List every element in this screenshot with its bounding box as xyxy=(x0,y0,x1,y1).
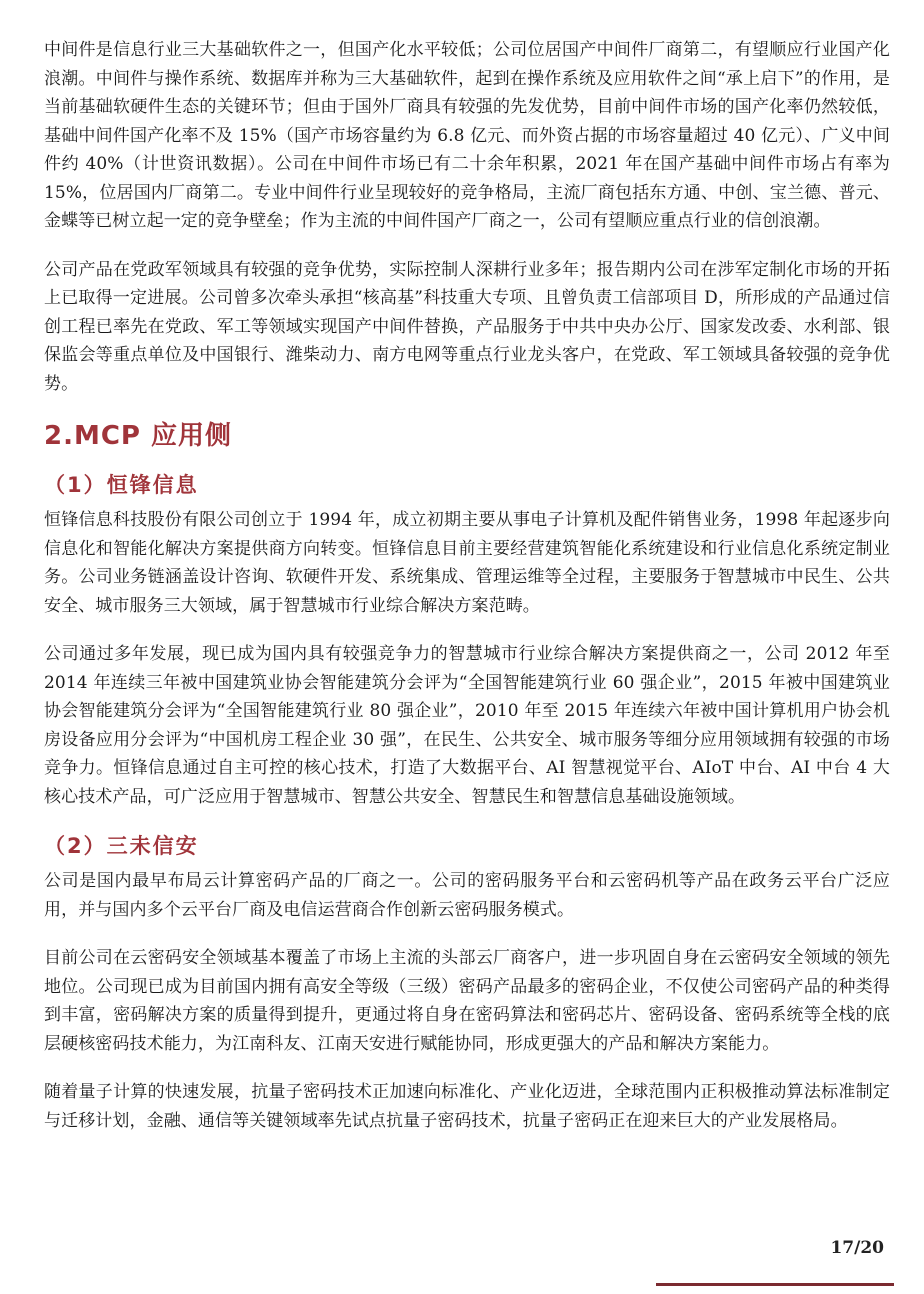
paragraph-hengfeng-intro: 恒锋信息科技股份有限公司创立于 1994 年，成立初期主要从事电子计算机及配件销售业务，1998 年起逐步向信息化和智能化解决方案提供商方向转变。恒锋信息目前主要经营建筑智能化系统建设和行业信息化系统定制业务。公司业务链涵盖设计咨询、软硬件开发、系统集成、管理运维等全过程，主要服务于智慧城市中民生、公共安全、城市服务三大领域，属于智慧城市行业综合解决方案范畴。 xyxy=(44,510,890,616)
subsection-title-hengfeng: （1）恒锋信息 xyxy=(44,473,199,497)
footer-divider xyxy=(656,1283,894,1286)
document-page xyxy=(44,36,890,1155)
paragraph-hengfeng-achievements: 公司通过多年发展，现已成为国内具有较强竞争力的智慧城市行业综合解决方案提供商之一，公司 2012 年至 2014 年连续三年被中国建筑业协会智能建筑分会评为“全国智能建筑行业 60 强企业”，2015 年被中国建筑业协会智能建筑分会评为“全国智能建筑行业 80 强企业”，2010 年至 2015 年连续六年被中国计算机用户协会机房设备应用分会评为“中国机房工程企业 30 强”，在民生、公共安全、城市服务等细分应用领域拥有较强的市场竞争力。恒锋信息通过自主可控的核心技术，打造了大数据平台、AI 智慧视觉平台、AIoT 中台、AI 中台 4 大核心技术产品，可广泛应用于智慧城市、智慧公共安全、智慧民生和智慧信息基础设施领域。 xyxy=(44,644,890,807)
paragraph-sanwei-intro: 公司是国内最早布局云计算密码产品的厂商之一。公司的密码服务平台和云密码机等产品在政务云平台广泛应用，并与国内多个云平台厂商及电信运营商合作创新云密码服务模式。 xyxy=(44,871,890,920)
paragraph-sanwei-cloud-crypto: 目前公司在云密码安全领域基本覆盖了市场上主流的头部云厂商客户，进一步巩固自身在云密码安全领域的领先地位。公司现已成为目前国内拥有高安全等级（三级）密码产品最多的密码企业，不仅使公司密码产品的种类得到丰富，密码解决方案的质量得到提升，更通过将自身在密码算法和密码芯片、密码设备、密码系统等全栈的底层硬核密码技术能力，为江南科友、江南天安进行赋能协同，形成更强大的产品和解决方案能力。 xyxy=(44,948,890,1054)
subsection-title-sanwei: （2）三未信安 xyxy=(44,834,199,858)
paragraph-sanwei-post-quantum: 随着量子计算的快速发展，抗量子密码技术正加速向标准化、产业化迈进，全球范围内正积极推动算法标准制定与迁移计划，金融、通信等关键领域率先试点抗量子密码技术，抗量子密码正在迎来巨大的产业发展格局。 xyxy=(44,1082,890,1131)
page-number: 17/20 xyxy=(830,1238,884,1258)
paragraph-competitive-advantage: 公司产品在党政军领域具有较强的竞争优势，实际控制人深耕行业多年；报告期内公司在涉军定制化市场的开拓上已取得一定进展。公司曾多次牵头承担“核高基”科技重大专项、且曾负责工信部项目 D，所形成的产品通过信创工程已率先在党政、军工等领域实现国产中间件替换，产品服务于中共中央办公厅、国家发改委、水利部、银保监会等重点单位及中国银行、潍柴动力、南方电网等重点行业龙头客户，在党政、军工领域具备较强的竞争优势。 xyxy=(44,259,890,394)
paragraph-middleware-overview: 中间件是信息行业三大基础软件之一，但国产化水平较低；公司位居国产中间件厂商第二，有望顺应行业国产化浪潮。中间件与操作系统、数据库并称为三大基础软件，起到在操作系统及应用软件之间“承上启下”的作用，是当前基础软硬件生态的关键环节；但由于国外厂商具有较强的先发优势，目前中间件市场的国产化率仍然较低，基础中间件国产化率不及 15%（国产市场容量约为 6.8 亿元、而外资占据的市场容量超过 40 亿元）、广义中间件约 40%（计世资讯数据）。公司在中间件市场已有二十余年积累，2021 年在国产基础中间件市场占有率为 15%，位居国内厂商第二。专业中间件行业呈现较好的竞争格局，主流厂商包括东方通、中创、宝兰德、普元、金蝶等已树立起一定的竞争壁垒；作为主流的中间件国产厂商之一，公司有望顺应重点行业的信创浪潮。 xyxy=(44,40,890,231)
section-title-mcp-application: 2.MCP 应用侧 xyxy=(44,421,233,451)
